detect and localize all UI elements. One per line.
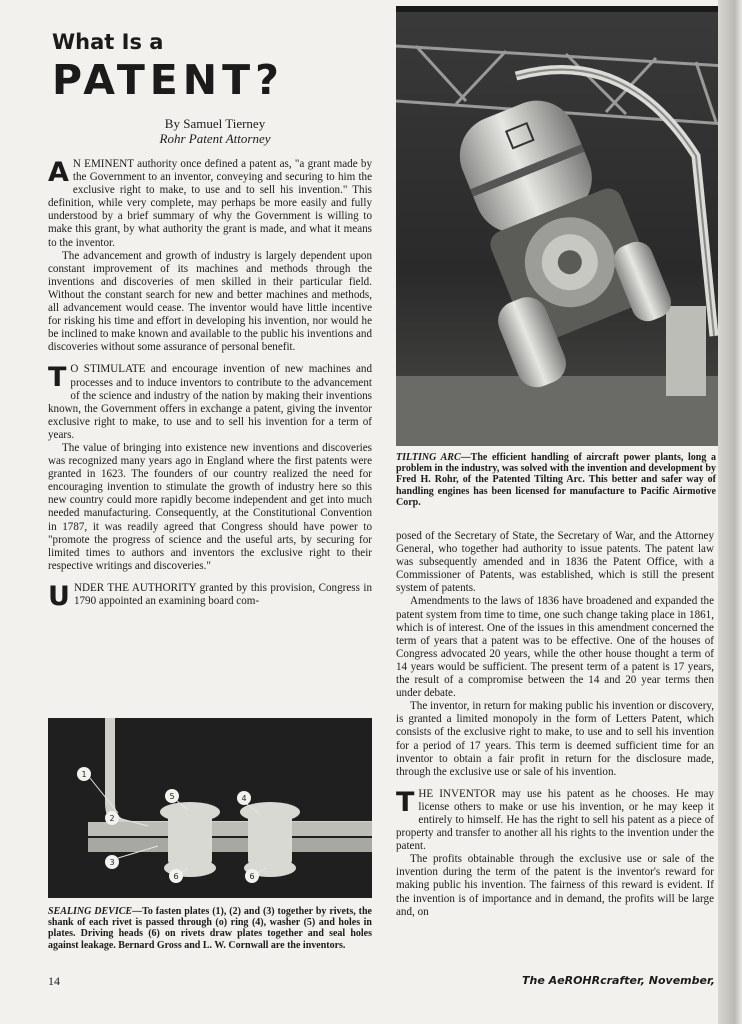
left-paragraph-2: The advancement and growth of industry is largely dependent upon constant improvement of its machines and methods through the inventions and discoveries of men skilled in their particular field. Without the constant search for new and better machines and methods, all advancement would cease. The inventor would have little incentive for risking his time and effort in developing his invention, nor would he be inclined to make known and available to the public his inventions and discoveries without some assurance of personal benefit. bbox=[48, 249, 372, 354]
diagram-label-4: 4 bbox=[241, 794, 247, 803]
left-paragraph-3: T O STIMULATE and encourage invention of new machines and processes and to induce inventors to contribute to the advancement of the science and industry of the nation by making their inventions known, the Government offers in exchange a patent, giving the inventor exclusive right to make, to use and to sell his invention for a term of years. bbox=[48, 362, 372, 441]
diagram-label-1: 1 bbox=[81, 770, 87, 779]
diagram-label-3: 3 bbox=[109, 858, 115, 867]
diagram-label-2: 2 bbox=[109, 814, 115, 823]
diagram-label-6a: 6 bbox=[173, 872, 179, 881]
running-footer: The AeROHRcrafter, November, bbox=[522, 974, 715, 987]
right-paragraph-1: posed of the Secretary of State, the Secretary of War, and the Attorney General, who together had authority to issue patents. The patent law was subsequently amended and in 1836 the Patent Office, with a Commissioner of Patents, was established, which is still the present system of patents. bbox=[396, 530, 714, 595]
caption-lead: TILTING ARC bbox=[396, 452, 461, 463]
diagram-label-6b: 6 bbox=[249, 872, 255, 881]
page-number: 14 bbox=[48, 974, 60, 988]
drop-cap: U bbox=[48, 580, 70, 612]
page-gutter-shadow bbox=[718, 0, 742, 1024]
drop-cap: T bbox=[48, 362, 67, 394]
article-headline: PATENT? bbox=[52, 56, 284, 104]
right-paragraph-4: THE INVENTOR may use his patent as he chooses. He may license others to make or use his invention, or he may keep it entirely to himself. He has the right to sell his patent as a piece of property and transfer to another all his rights to the invention under the patent. bbox=[396, 786, 714, 853]
sealing-device-caption bbox=[48, 906, 372, 951]
left-paragraph-5: UNDER THE AUTHORITY granted by this provision, Congress in 1790 appointed an examining board com- bbox=[48, 580, 372, 612]
left-paragraph-1: A N EMINENT authority once defined a patent as, "a grant made by the Government to an inventor, conveying and securing to him the exclusive right to make, to use and to sell his invention." This definition, while very complete, may perhaps be more easily and fully understood by a brief summary of why the Government is willing to make this grant, by what authority the grant is made, and what it means to the inventor. bbox=[48, 157, 372, 249]
right-paragraph-3: The inventor, in return for making public his invention or discovery, is granted a limited monopoly in the form of Letters Patent, which consists of the exclusive right to make, to use and to sell his invention for a period of 17 years. This term is deemed sufficient time for an inventor to obtain a fair profit in return for the disclosure made, through the exclusive use or sale of his invention. bbox=[396, 700, 714, 778]
caption-text: —To fasten plates (1), (2) and (3) together by rivets, the shank of each rivet is passed through (o) ring (4), washer (5) and holes in plates. Driving heads (6) on rivets draw plates together and seal holes against leakage. Bernard Gross and L. W. Cornwall are the inventors. bbox=[48, 906, 372, 951]
caption-text: —The efficient handling of aircraft power plants, long a problem in the industry, was solved with the invention and development by Fred H. Rohr, of the Patented Tilting Arc. This better and safer way of handling engines has been licensed for manufacture to Pacific Airmotive Corp. bbox=[396, 452, 716, 508]
left-paragraph-4: The value of bringing into existence new inventions and discoveries was recognized many years ago in England where the first patents were granted in 1623. The founders of our country realized the need for encouraging invention to stimulate the growth of industry here so this new country could more rapidly become independent and get into much needed manufacturing. Consequently, at the Constitutional Convention in 1787, it was readily agreed that Congress should have power to "promote the progress of science and the useful arts, by securing for limited times to authors and inventors the exclusive right to their respective writings and discoveries." bbox=[48, 441, 372, 572]
right-column bbox=[396, 530, 714, 919]
drop-cap: A bbox=[48, 157, 69, 188]
sealing-device-photo bbox=[48, 718, 372, 898]
author-role: Rohr Patent Attorney bbox=[159, 131, 271, 146]
tilting-arc-illustration bbox=[396, 6, 726, 446]
diagram-label-5: 5 bbox=[169, 792, 175, 801]
article-kicker: What Is a bbox=[52, 30, 164, 54]
sealing-device-illustration bbox=[48, 718, 372, 898]
right-paragraph-5: The profits obtainable through the exclusive use or sale of the invention during the term of the patent is the inventor's reward for making public his invention. The fairness of this reward is evident. If the invention is of importance and in demand, the profits will be large and, on bbox=[396, 853, 714, 918]
left-column bbox=[48, 157, 372, 612]
drop-cap: T bbox=[396, 786, 415, 818]
tilting-arc-photo bbox=[396, 6, 726, 446]
caption-lead: SEALING DEVICE bbox=[48, 906, 133, 917]
tilting-arc-caption bbox=[396, 452, 716, 508]
byline bbox=[140, 116, 290, 146]
right-paragraph-2: Amendments to the laws of 1836 have broadened and expanded the patent system from time to time, one such change taking place in 1861, which is of interest. One of the issues in this amendment concerned the term of years that a patent was to be effective. One of the houses of Congress advocated 20 years, while the other house thought a term of 14 years would be sufficient. The present term of a patent is 17 years, the result of a compromise between the 14 and 20 year terms then under debate. bbox=[396, 595, 714, 700]
author-name: By Samuel Tierney bbox=[164, 116, 266, 131]
